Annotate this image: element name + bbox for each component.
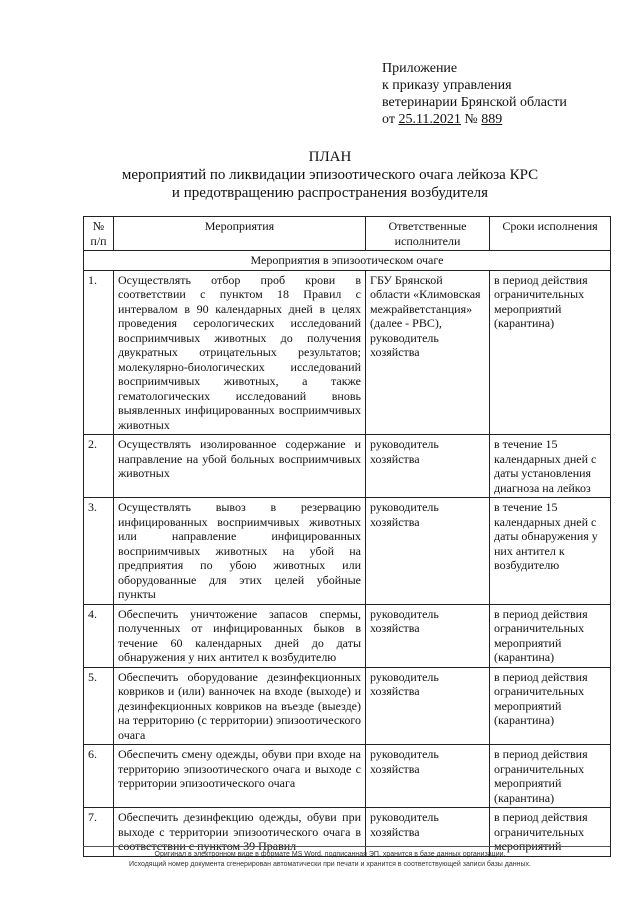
row-deadline: в период действия ограничительных мероприятий (490, 808, 611, 857)
plan-table (83, 216, 611, 857)
row-num: 7. (84, 808, 114, 857)
footer (60, 850, 600, 870)
appendix-block (382, 60, 612, 128)
row-measure: Обеспечить уничтожение запасов спермы, полученных от инфицированных быков в течение 60 календарных дней до даты обнаружения у них антител к возбудителю (114, 604, 366, 667)
table-row (84, 667, 611, 745)
row-measure: Обеспечить дезинфекцию одежды, обуви при выходе с территории эпизоотического очага в соответствии с пунктом 39 Правил (114, 808, 366, 857)
appendix-line-2: к приказу управления (382, 78, 512, 93)
title-line-1: мероприятий по ликвидации эпизоотического очага лейкоза КРС (121, 167, 539, 183)
table-row (84, 604, 611, 667)
section-row (84, 251, 611, 271)
row-deadline: в период действия ограничительных мероприятий (карантина) (490, 745, 611, 808)
table-body (84, 251, 611, 857)
row-num: 3. (84, 498, 114, 605)
appendix-number: 889 (481, 112, 503, 127)
table-row (84, 808, 611, 857)
row-num: 4. (84, 604, 114, 667)
row-num: 5. (84, 667, 114, 745)
row-measure: Осуществлять отбор проб крови в соответствии с пунктом 18 Правил с интервалом в 90 календарных дней в целях проведения серологических исследований восприимчивых животных до получения двукратных отрицательных результатов; молекулярно-биологических исследований восприимчивых животных, а также гематологических исследований вновь выявленных инфицированных восприимчивых животных (114, 270, 366, 435)
table-row (84, 270, 611, 435)
header-deadline: Сроки исполнения (490, 217, 611, 251)
header-responsible: Ответственные исполнители (366, 217, 490, 251)
appendix-line-3: ветеринарии Брянской области (382, 95, 567, 110)
footer-line-2: Исходящий номер документа сгенерирован автоматически при печати и хранится в соответствующей записи базы данных. (129, 861, 531, 868)
appendix-number-sign: № (464, 112, 478, 127)
document-title (60, 148, 600, 202)
appendix-order-ref (382, 111, 612, 128)
footer-line-1: Оригинал в электронном виде в формате MS Word, подписанная ЭП, хранится в базе данных организации. (154, 851, 506, 858)
section-title: Мероприятия в эпизоотическом очаге (84, 251, 611, 271)
row-responsible: руководитель хозяйства (366, 745, 490, 808)
header-measure: Мероприятия (114, 217, 366, 251)
table-row (84, 498, 611, 605)
row-responsible: руководитель хозяйства (366, 498, 490, 605)
row-measure: Обеспечить оборудование дезинфекционных ковриков и (или) ванночек на входе (выходе) и дезинфекционных ковриков на въезде (выезде) на территорию (с территории) эпизоотического очага (114, 667, 366, 745)
appendix-line-1: Приложение (382, 61, 458, 76)
row-deadline: в период действия ограничительных мероприятий (карантина) (490, 604, 611, 667)
row-deadline: в течение 15 календарных дней с даты обнаружения у них антител к возбудителю (490, 498, 611, 605)
row-deadline: в течение 15 календарных дней с даты установления диагноза на лейкоз (490, 435, 611, 498)
appendix-prefix: от (382, 112, 395, 127)
row-num: 1. (84, 270, 114, 435)
row-measure: Обеспечить смену одежды, обуви при входе на территорию эпизоотического очага и выходе с территории эпизоотического очага (114, 745, 366, 808)
row-responsible: руководитель хозяйства (366, 604, 490, 667)
row-deadline: в период действия ограничительных мероприятий (карантина) (490, 667, 611, 745)
footer-divider (83, 846, 610, 847)
row-num: 2. (84, 435, 114, 498)
header-num: № п/п (84, 217, 114, 251)
table-row (84, 745, 611, 808)
title-heading: ПЛАН (308, 149, 352, 165)
row-num: 6. (84, 745, 114, 808)
row-responsible: ГБУ Брянской области «Климовская межрайветстанция» (далее - РВС), руководитель хозяйства (366, 270, 490, 435)
appendix-date: 25.11.2021 (398, 112, 461, 127)
title-line-2: и предотвращению распространения возбудителя (171, 185, 489, 201)
row-deadline: в период действия ограничительных мероприятий (карантина) (490, 270, 611, 435)
row-responsible: руководитель хозяйства (366, 808, 490, 857)
table-row (84, 435, 611, 498)
table-header-row (84, 217, 611, 251)
row-responsible: руководитель хозяйства (366, 667, 490, 745)
row-measure: Осуществлять вывоз в резервацию инфицированных восприимчивых животных или направление инфицированных восприимчивых животных на убой на предприятия по убою животных или оборудованные для этих целей убойные пункты (114, 498, 366, 605)
row-responsible: руководитель хозяйства (366, 435, 490, 498)
row-measure: Осуществлять изолированное содержание и направление на убой больных восприимчивых животных (114, 435, 366, 498)
